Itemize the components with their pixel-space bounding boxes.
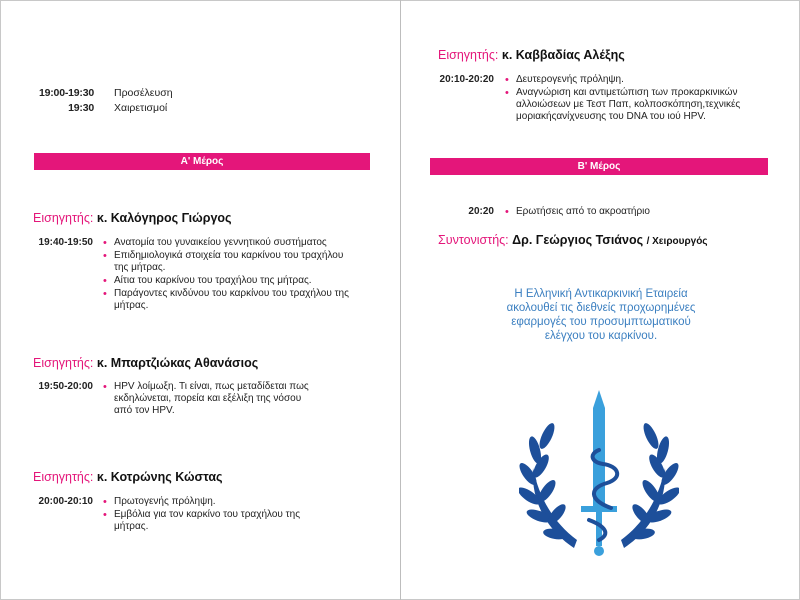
schedule-activity: Προσέλευση bbox=[114, 87, 173, 99]
talk-topic: • Αίτια του καρκίνου του τραχήλου της μήτρας. bbox=[103, 275, 358, 287]
talk-time: 20:10-20:20 bbox=[439, 74, 494, 85]
talk-topic: • Επιδημιολογικά στοιχεία του καρκίνου του τραχήλου της μήτρας. bbox=[103, 250, 358, 274]
speaker-role: Εισηγητής: bbox=[438, 48, 499, 62]
speaker-heading bbox=[33, 211, 232, 225]
qa-list bbox=[505, 206, 765, 219]
talk-topic-list bbox=[103, 237, 358, 313]
speaker-heading bbox=[33, 356, 258, 370]
talk-topic: • Ανατομία του γυναικείου γεννητικού συστήματος bbox=[103, 237, 358, 249]
section-b-header: Β' Μέρος bbox=[430, 158, 768, 175]
schedule-time: 19:30 bbox=[68, 102, 94, 114]
society-note: Η Ελληνική Αντικαρκινική Εταιρεία ακολουθεί τις διεθνείς προχωρημένες εφαρμογές του προσυμπτωματικού ελέγχου του καρκίνου. bbox=[506, 288, 696, 342]
moderator-specialty: / Χειρουργός bbox=[646, 236, 708, 247]
talk-topic: • Αναγνώριση και αντιμετώπιση των προκαρκινικών αλλοιώσεων με Τεστ Παπ, κολποσκόπηση,τεχνικές μοριακήςανίχνευσης του DNA του ιού HPV. bbox=[505, 87, 765, 123]
talk-time: 19:40-19:50 bbox=[38, 237, 93, 248]
speaker-role: Εισηγητής: bbox=[33, 211, 94, 225]
talk-topic: • Δευτερογενής πρόληψη. bbox=[505, 74, 765, 86]
talk-topic: • Παράγοντες κινδύνου του καρκίνου του τραχήλου της μήτρας. bbox=[103, 288, 358, 312]
talk-topic: • HPV λοίμωξη. Τι είναι, πως μεταδίδεται πως εκδηλώνεται, πορεία και εξέλιξη της νόσου από τον HPV. bbox=[103, 381, 315, 417]
schedule-activity: Χαιρετισμοί bbox=[114, 102, 168, 114]
laurel-right-icon bbox=[621, 421, 679, 548]
talk-time: 19:50-20:00 bbox=[38, 381, 93, 392]
talk-topic: • Πρωτογενής πρόληψη. bbox=[103, 496, 333, 508]
speaker-heading bbox=[438, 48, 625, 62]
speaker-name: κ. Κοτρώνης Κώστας bbox=[96, 470, 223, 484]
talk-time: 20:00-20:10 bbox=[38, 496, 93, 507]
moderator-role: Συντονιστής: bbox=[438, 233, 509, 247]
speaker-name: κ. Καββαδίας Αλέξης bbox=[501, 48, 625, 62]
talk-topic-list bbox=[103, 381, 315, 418]
hellenic-cancer-society-emblem-icon bbox=[519, 388, 679, 563]
qa-time: 20:20 bbox=[468, 206, 494, 217]
speaker-role: Εισηγητής: bbox=[33, 470, 94, 484]
laurel-left-icon bbox=[519, 421, 577, 548]
qa-item: • Ερωτήσεις από το ακροατήριο bbox=[505, 206, 765, 218]
section-a-header: Α' Μέρος bbox=[34, 153, 370, 170]
sword-icon bbox=[581, 390, 617, 556]
speaker-heading bbox=[33, 470, 223, 484]
talk-topic-list bbox=[103, 496, 333, 534]
speaker-name: κ. Μπαρτζιώκας Αθανάσιος bbox=[96, 356, 259, 370]
moderator-heading bbox=[438, 233, 708, 247]
speaker-role: Εισηγητής: bbox=[33, 356, 94, 370]
speaker-name: κ. Καλόγηρος Γιώργος bbox=[96, 211, 232, 225]
talk-topic: • Εμβόλια για τον καρκίνο του τραχήλου της μήτρας. bbox=[103, 509, 333, 533]
schedule-time: 19:00-19:30 bbox=[38, 87, 94, 99]
moderator-name: Δρ. Γεώργιος Τσιάνος bbox=[512, 233, 644, 247]
talk-topic-list bbox=[505, 74, 765, 124]
right-page bbox=[401, 0, 800, 600]
